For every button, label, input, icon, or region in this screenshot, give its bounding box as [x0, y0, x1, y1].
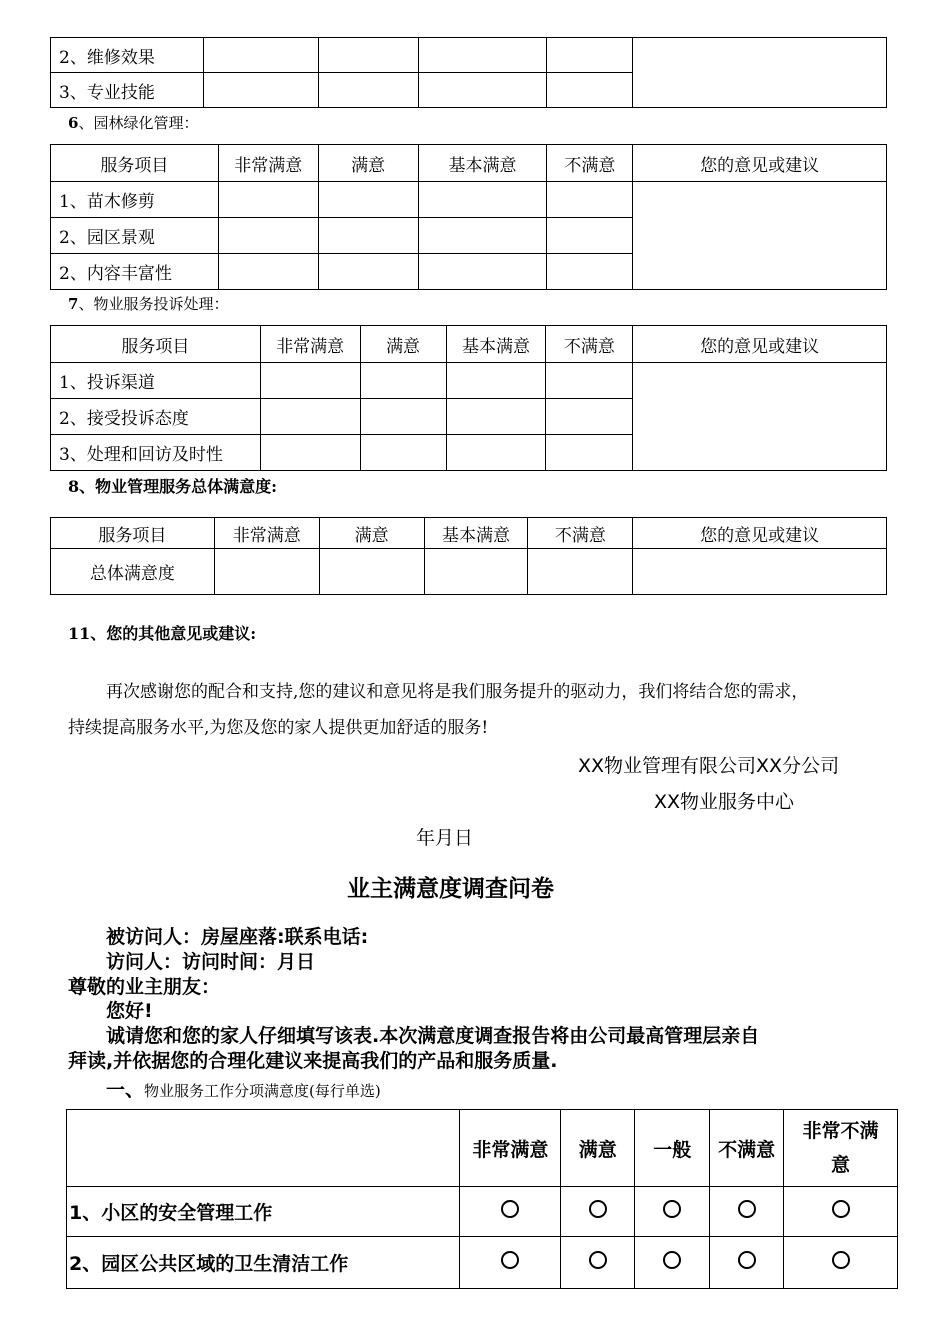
rating-cell[interactable] [260, 363, 360, 399]
suggestion-cell[interactable] [633, 182, 887, 290]
header-item: 服务项目 [51, 145, 219, 182]
header-satisfied: 满意 [360, 326, 446, 363]
rating-cell[interactable] [547, 73, 633, 108]
header-basic: 基本满意 [446, 326, 546, 363]
header-satisfied: 满意 [318, 145, 418, 182]
rating-cell[interactable] [446, 399, 546, 435]
header-suggestion: 您的意见或建议 [633, 518, 887, 549]
radio-cell[interactable] [710, 1237, 784, 1289]
radio-cell[interactable] [561, 1187, 635, 1237]
rating-cell[interactable] [360, 363, 446, 399]
rating-cell[interactable] [446, 435, 546, 471]
greeting: 尊敬的业主朋友： [68, 976, 221, 998]
rating-cell[interactable] [203, 73, 318, 108]
thanks-line-2: 持续提高服务水平,为您及您的家人提供更加舒适的服务! [68, 718, 489, 738]
rating-cell[interactable] [528, 549, 633, 595]
rating-cell[interactable] [218, 182, 318, 218]
rating-cell[interactable] [547, 254, 633, 290]
table-top [50, 37, 887, 108]
header-item: 服务项目 [51, 326, 261, 363]
row-label: 2、园区公共区域的卫生清洁工作 [67, 1237, 460, 1289]
section-7-heading: 7、物业服务投诉处理： [68, 295, 229, 313]
radio-circle-icon[interactable] [738, 1200, 756, 1218]
rating-cell[interactable] [260, 435, 360, 471]
table-6 [50, 144, 887, 290]
header-average: 一般 [635, 1110, 710, 1187]
suggestion-cell[interactable] [633, 549, 887, 595]
survey-title: 业主满意度调查问卷 [347, 876, 554, 902]
survey-info-line-2: 访问人：访问时间：月日 [106, 951, 316, 973]
row-label: 1、小区的安全管理工作 [67, 1187, 460, 1237]
table-8 [50, 517, 887, 595]
rating-cell[interactable] [546, 363, 633, 399]
radio-cell[interactable] [710, 1187, 784, 1237]
rating-cell[interactable] [218, 254, 318, 290]
header-unsatisfied: 不满意 [710, 1110, 784, 1187]
rating-cell[interactable] [260, 399, 360, 435]
row-label: 总体满意度 [51, 549, 215, 595]
radio-cell[interactable] [784, 1237, 898, 1289]
part-one-title: 物业服务工作分项满意度(每行单选) [144, 1082, 381, 1100]
header-very-satisfied: 非常满意 [214, 518, 319, 549]
radio-circle-icon[interactable] [832, 1251, 850, 1269]
radio-cell[interactable] [460, 1237, 561, 1289]
header-satisfied: 满意 [561, 1110, 635, 1187]
rating-cell[interactable] [424, 549, 528, 595]
radio-cell[interactable] [784, 1187, 898, 1237]
header-item: 服务项目 [51, 518, 215, 549]
rating-cell[interactable] [318, 254, 418, 290]
survey-table [66, 1109, 898, 1289]
header-very-satisfied: 非常满意 [260, 326, 360, 363]
intro-line-2: 拜读,并依据您的合理化建议来提高我们的产品和服务质量. [68, 1050, 558, 1072]
rating-cell[interactable] [318, 38, 418, 73]
rating-cell[interactable] [418, 73, 547, 108]
rating-cell[interactable] [547, 182, 633, 218]
radio-circle-icon[interactable] [738, 1251, 756, 1269]
header-satisfied: 满意 [319, 518, 424, 549]
radio-circle-icon[interactable] [501, 1200, 519, 1218]
signature-date: 年月日 [416, 827, 474, 849]
rating-cell[interactable] [214, 549, 319, 595]
radio-cell[interactable] [635, 1187, 710, 1237]
row-label: 2、接受投诉态度 [51, 399, 261, 435]
radio-cell[interactable] [635, 1237, 710, 1289]
section-11-heading: 11、您的其他意见或建议: [68, 624, 257, 643]
signature-company: XX物业管理有限公司XX分公司 [578, 755, 840, 777]
suggestion-cell[interactable] [633, 363, 887, 471]
header-basic: 基本满意 [418, 145, 547, 182]
suggestion-cell[interactable] [633, 38, 887, 108]
rating-cell[interactable] [418, 182, 547, 218]
table-7 [50, 325, 887, 471]
radio-circle-icon[interactable] [501, 1251, 519, 1269]
header-very-unsatisfied: 非常不满意 [784, 1110, 898, 1187]
row-label: 2、维修效果 [51, 38, 204, 73]
rating-cell[interactable] [360, 435, 446, 471]
section-8-heading: 8、物业管理服务总体满意度: [68, 477, 278, 496]
header-basic: 基本满意 [424, 518, 528, 549]
row-label: 3、处理和回访及时性 [51, 435, 261, 471]
rating-cell[interactable] [418, 218, 547, 254]
header-suggestion: 您的意见或建议 [633, 326, 887, 363]
header-very-satisfied: 非常满意 [218, 145, 318, 182]
header-unsatisfied: 不满意 [546, 326, 633, 363]
header-very-satisfied: 非常满意 [460, 1110, 561, 1187]
rating-cell[interactable] [446, 363, 546, 399]
survey-info-line-1: 被访问人：房屋座落:联系电话: [106, 926, 369, 948]
radio-circle-icon[interactable] [663, 1251, 681, 1269]
row-label: 3、专业技能 [51, 73, 204, 108]
section-6-heading: 6、园林绿化管理： [68, 114, 199, 132]
rating-cell[interactable] [318, 218, 418, 254]
row-label: 2、内容丰富性 [51, 254, 219, 290]
rating-cell[interactable] [319, 549, 424, 595]
radio-circle-icon[interactable] [663, 1200, 681, 1218]
rating-cell[interactable] [318, 73, 418, 108]
row-label: 1、投诉渠道 [51, 363, 261, 399]
part-one-number: 一、 [106, 1079, 145, 1101]
signature-center: XX物业服务中心 [654, 791, 795, 813]
rating-cell[interactable] [546, 399, 633, 435]
radio-cell[interactable] [460, 1187, 561, 1237]
radio-circle-icon[interactable] [589, 1200, 607, 1218]
hello: 您好! [106, 1000, 153, 1022]
radio-circle-icon[interactable] [832, 1200, 850, 1218]
rating-cell[interactable] [318, 182, 418, 218]
part-one-heading [106, 1075, 381, 1102]
rating-cell[interactable] [218, 218, 318, 254]
header-suggestion: 您的意见或建议 [633, 145, 887, 182]
rating-cell[interactable] [360, 399, 446, 435]
radio-circle-icon[interactable] [589, 1251, 607, 1269]
intro-line-1: 诚请您和您的家人仔细填写该表.本次满意度调查报告将由公司最高管理层亲自 [106, 1025, 760, 1047]
rating-cell[interactable] [547, 38, 633, 73]
rating-cell[interactable] [547, 218, 633, 254]
rating-cell[interactable] [418, 38, 547, 73]
row-label: 2、园区景观 [51, 218, 219, 254]
row-label: 1、苗木修剪 [51, 182, 219, 218]
radio-cell[interactable] [561, 1237, 635, 1289]
thanks-line-1: 再次感谢您的配合和支持,您的建议和意见将是我们服务提升的驱动力，我们将结合您的需求， [106, 682, 809, 702]
header-unsatisfied: 不满意 [547, 145, 633, 182]
rating-cell[interactable] [203, 38, 318, 73]
rating-cell[interactable] [418, 254, 547, 290]
rating-cell[interactable] [546, 435, 633, 471]
header-unsatisfied: 不满意 [528, 518, 633, 549]
header-item-blank [67, 1110, 460, 1187]
